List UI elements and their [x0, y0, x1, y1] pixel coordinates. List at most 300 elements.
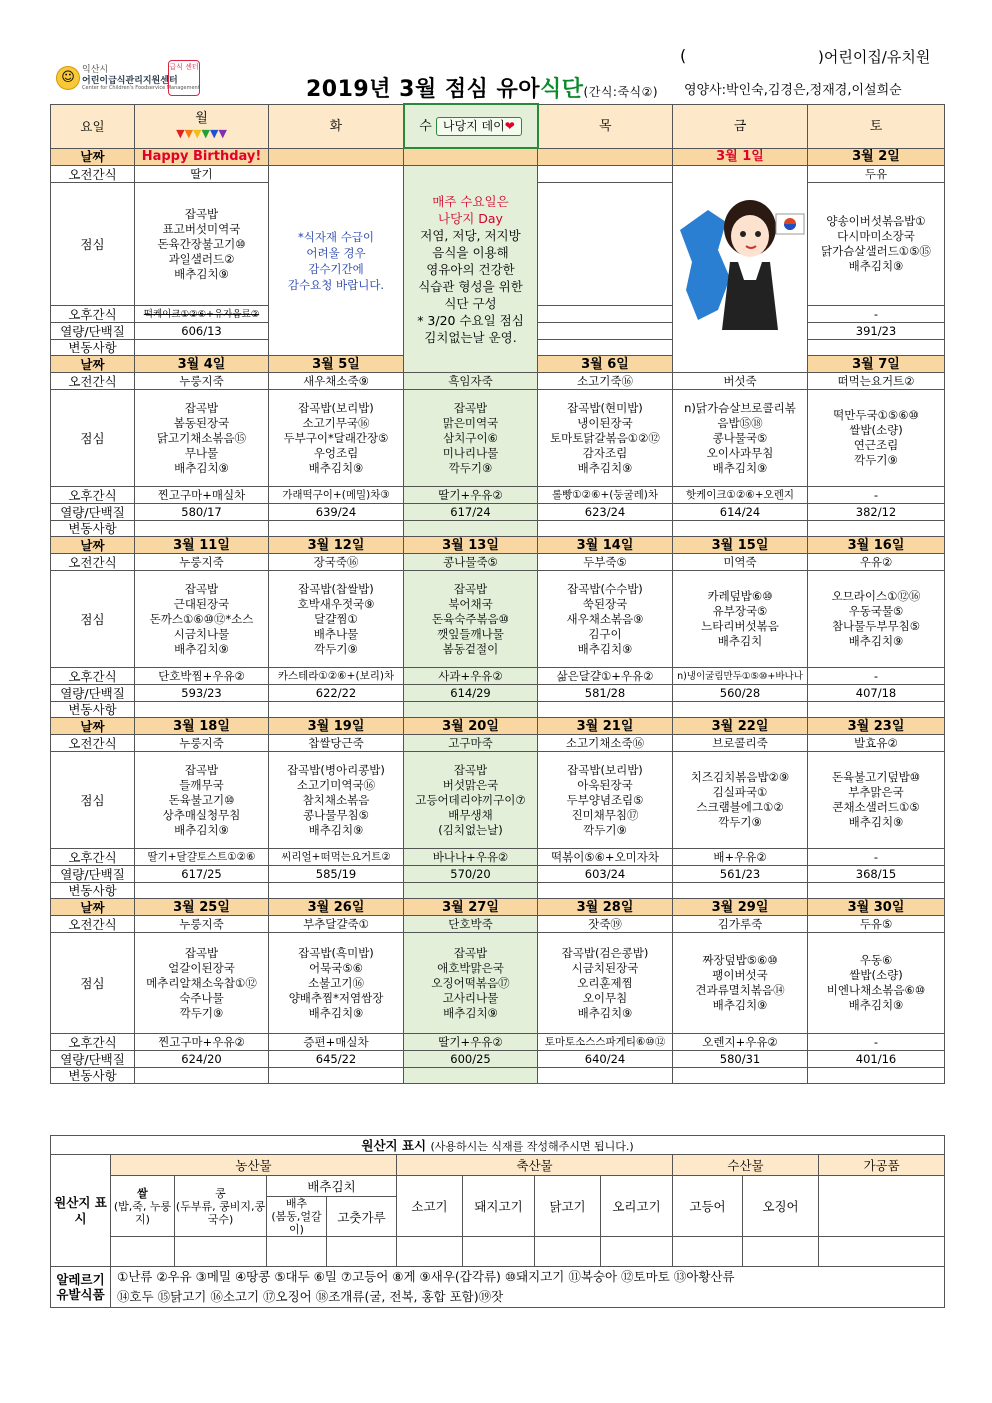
row-label-date: 날짜	[51, 718, 135, 735]
kcal-cell: 617/25	[135, 866, 269, 883]
row-label-date: 날짜	[51, 148, 135, 166]
chicken-label: 닭고기	[535, 1176, 601, 1237]
institution-paren: (	[680, 46, 687, 65]
page-header	[0, 0, 992, 100]
title-accent: 식단	[540, 77, 584, 102]
notice-line: *식자재 수급이	[297, 229, 375, 244]
week2-kcal-row	[51, 504, 945, 521]
lunch-item: 치즈김치볶음밥②⑨	[690, 770, 790, 784]
lunch-item: 돈육간장불고기⑩	[157, 236, 246, 251]
kimchi-header: 배추김치	[267, 1176, 397, 1197]
date-cell	[404, 148, 538, 166]
notice-line: * 3/20 수요일 점심	[417, 312, 524, 328]
note-cell	[673, 883, 808, 899]
notice-line: 저염, 저당, 저지방	[420, 227, 521, 243]
date-cell: 3월 13일	[404, 537, 538, 554]
kcal-cell: 606/13	[135, 323, 269, 340]
week3-note-row	[51, 702, 945, 718]
lunch-item: 깍두기⑨	[314, 641, 358, 656]
lunch-cell	[269, 752, 404, 849]
notice-line: 영유아의 건강한	[426, 261, 515, 277]
tue-notice-cell	[269, 166, 404, 356]
pm-snack: 증편+매실차	[269, 1034, 404, 1051]
am-snack	[538, 166, 673, 183]
origin-title-cell	[51, 1136, 945, 1155]
pm-snack: 딸기+우유②	[404, 1034, 538, 1051]
note-cell	[673, 521, 808, 537]
row-label-note: 변동사항	[51, 702, 135, 718]
week2-note-row	[51, 521, 945, 537]
pm-snack: 단호박찜+우유②	[135, 668, 269, 685]
pm-snack: 롤빵①②⑥+(둥굴레)차	[538, 487, 673, 504]
notice-line: 식습관 형성을 위한	[418, 278, 523, 294]
map-shape	[680, 210, 730, 320]
lunch-item: 잡곡밥(보리밥)	[567, 762, 643, 777]
lunch-item: 미나리나물	[442, 445, 499, 460]
row-label-am: 오전간식	[51, 373, 135, 390]
lunch-item: 돈육숙주볶음⑩	[432, 611, 509, 626]
logo-line-3: Center for Children's Foodservice Management	[82, 85, 200, 91]
lunch-cell	[538, 933, 673, 1034]
lunch-cell	[269, 933, 404, 1034]
am-snack: 누룽지죽	[135, 916, 269, 933]
week5-pm-row	[51, 1034, 945, 1051]
lunch-item: 오이무침	[582, 990, 628, 1005]
am-snack: 브로콜리죽	[673, 735, 808, 752]
lunch-item: 다시마미소장국	[837, 229, 915, 243]
note-cell	[135, 521, 269, 537]
am-snack: 발효유②	[808, 735, 945, 752]
lunch-item: 고등어데리야끼구이⑦	[415, 792, 526, 807]
lunch-item: 깍두기⑨	[179, 1005, 224, 1020]
lunch-item: 우동국물⑤	[848, 604, 904, 618]
date-cell: 3월 7일	[808, 356, 945, 373]
date-cell: 3월 1일	[673, 148, 808, 166]
row-label-am: 오전간식	[51, 166, 135, 183]
lunch-item: 카레덮밥⑥⑩	[707, 589, 773, 603]
am-snack: 흑임자죽	[404, 373, 538, 390]
lunch-cell	[404, 933, 538, 1034]
row-label-kcal: 열량/단백질	[51, 685, 135, 702]
note-cell	[269, 883, 404, 899]
note-cell	[538, 883, 673, 899]
am-snack: 콩나물죽⑤	[404, 554, 538, 571]
kcal-cell: 623/24	[538, 504, 673, 521]
header-tue: 화	[269, 104, 404, 148]
processed-header: 가공품	[819, 1155, 945, 1176]
origin-input[interactable]	[601, 1237, 673, 1267]
note-cell	[538, 340, 673, 356]
lunch-item: 시금치나물	[173, 626, 230, 641]
lunch-item: 배무생채	[448, 807, 493, 822]
am-snack: 미역죽	[673, 554, 808, 571]
row-label-pm: 오후간식	[51, 849, 135, 866]
week4-note-row	[51, 883, 945, 899]
date-cell: 3월 14일	[538, 537, 673, 554]
lunch-item: 봄동겉절이	[442, 641, 499, 656]
lunch-cell	[135, 933, 269, 1034]
date-cell: 3월 27일	[404, 899, 538, 916]
date-cell: 3월 26일	[269, 899, 404, 916]
rice-label: 쌀	[137, 1186, 148, 1200]
lunch-item: 연근조림	[853, 438, 899, 452]
lunch-item: 진미채무침⑰	[571, 807, 639, 822]
lunch-item: 오이사과무침	[706, 445, 774, 460]
processed-input[interactable]	[819, 1176, 945, 1237]
am-snack: 두유⑤	[808, 916, 945, 933]
pm-snack: 딸기+달걀토스트①②⑥	[135, 849, 269, 866]
lunch-item: 새우채소볶음⑨	[566, 611, 644, 626]
note-cell	[673, 702, 808, 718]
lunch-item: 깍두기⑨	[854, 453, 898, 467]
note-cell	[135, 883, 269, 899]
row-label-lunch: 점심	[51, 571, 135, 668]
note-cell	[538, 521, 673, 537]
row-label-date: 날짜	[51, 537, 135, 554]
lunch-item: 느타리버섯볶음	[701, 619, 779, 633]
pm-snack: 딸기+우유②	[404, 487, 538, 504]
lunch-cell	[135, 752, 269, 849]
lunch-item: 잡곡밥	[453, 945, 488, 960]
lunch-item: 들깨무국	[179, 777, 224, 792]
header-mon-label: 월	[195, 111, 208, 126]
am-snack: 두유	[808, 166, 945, 183]
week3-pm-row	[51, 668, 945, 685]
lunch-item: 배추김치⑨	[308, 822, 364, 837]
lunch-item: 호박새우젓국⑨	[297, 596, 375, 611]
row-label-date: 날짜	[51, 356, 135, 373]
kcal-cell: 645/22	[269, 1051, 404, 1068]
kcal-cell: 600/25	[404, 1051, 538, 1068]
pm-snack: 삶은달걀①+우유②	[538, 668, 673, 685]
origin-input[interactable]	[535, 1237, 601, 1267]
lunch-cell	[404, 752, 538, 849]
date-cell: 3월 18일	[135, 718, 269, 735]
lunch-item: 잡곡밥	[453, 400, 488, 415]
kcal-cell: 570/20	[404, 866, 538, 883]
row-label-lunch: 점심	[51, 933, 135, 1034]
week4-date-row	[51, 718, 945, 735]
lunch-item: (김치없는날)	[438, 822, 503, 837]
row-label-kcal: 열량/단백질	[51, 866, 135, 883]
origin-input[interactable]	[397, 1237, 463, 1267]
row-label-note: 변동사항	[51, 521, 135, 537]
week2-lunch-row	[51, 390, 945, 487]
lunch-cell	[808, 183, 945, 306]
lunch-item: 상추매실청무침	[162, 807, 241, 822]
lunch-item: 스크램블에그①②	[696, 800, 784, 814]
note-cell	[269, 1068, 404, 1084]
rice-cell	[111, 1176, 175, 1237]
origin-input[interactable]	[463, 1237, 535, 1267]
week5-am-row	[51, 916, 945, 933]
lunch-item: 잡곡밥(보리밥)	[298, 400, 374, 415]
lunch-item: 오므라이스①⑫⑯	[831, 589, 921, 603]
lunch-item: 우동⑥	[859, 953, 893, 967]
lunch-item: 봄동된장국	[173, 415, 230, 430]
date-cell: 3월 23일	[808, 718, 945, 735]
lunch-item: 두부구이*달래간장⑤	[283, 430, 389, 445]
wed-notice-cell	[404, 166, 538, 373]
origin-input[interactable]	[267, 1237, 327, 1267]
kcal-cell: 614/29	[404, 685, 538, 702]
lunch-item: 유부장국⑤	[712, 604, 768, 618]
lunch-item: 배추김치⑨	[848, 998, 904, 1012]
row-label-am: 오전간식	[51, 916, 135, 933]
lunch-cell	[135, 571, 269, 668]
kcal-cell: 603/24	[538, 866, 673, 883]
origin-input[interactable]	[673, 1237, 743, 1267]
lunch-item: 쌀밥(소량)	[849, 423, 903, 437]
origin-input[interactable]	[111, 1237, 175, 1267]
am-snack: 두부죽⑤	[538, 554, 673, 571]
lunch-cell	[673, 390, 808, 487]
row-label-note: 변동사항	[51, 1068, 135, 1084]
lunch-item: 과일샐러드②	[168, 251, 235, 266]
lunch-cell	[269, 571, 404, 668]
date-cell: 3월 22일	[673, 718, 808, 735]
origin-note: (사용하시는 식재를 작성해주시면 됩니다.)	[430, 1140, 634, 1153]
kcal-cell: 624/20	[135, 1051, 269, 1068]
lunch-cell	[808, 390, 945, 487]
lunch-item: 잡곡밥(현미밥)	[567, 400, 643, 415]
header-mon	[135, 104, 269, 148]
kcal-cell: 614/24	[673, 504, 808, 521]
lunch-item: 배추김치⑨	[848, 634, 904, 648]
lunch-item: 배추김치⑨	[712, 460, 768, 475]
lunch-item: 배추김치⑨	[174, 641, 229, 656]
week4-lunch-row	[51, 752, 945, 849]
lunch-item: 깍두기⑨	[583, 822, 627, 837]
lunch-item: n)닭가슴살브로콜리볶	[684, 400, 796, 415]
am-snack: 떠먹는요거트②	[808, 373, 945, 390]
lunch-item: 토마토닭갈볶음①②⑫	[550, 430, 660, 445]
lunch-item: 잡곡밥(병아리콩밥)	[287, 762, 385, 777]
origin-input[interactable]	[743, 1237, 819, 1267]
lunch-item: 돈육불고기덮밥⑩	[831, 770, 921, 784]
row-label-lunch: 점심	[51, 752, 135, 849]
row-label-pm: 오후간식	[51, 1034, 135, 1051]
notice-line: 매주 수요일은	[432, 193, 509, 209]
lunch-cell	[135, 183, 269, 306]
allergy-line-1: ①난류 ②우유 ③메밀 ④땅콩 ⑤대두 ⑥밀 ⑦고등어 ⑧게 ⑨새우(갑각류) ⑩돼지고기 ⑪복숭아 ⑫토마토 ⑬아황산류	[117, 1269, 735, 1284]
duck-label: 오리고기	[601, 1176, 673, 1237]
note-cell	[269, 702, 404, 718]
note-cell	[808, 702, 945, 718]
notice-line: 김치없는날 운영.	[424, 329, 517, 345]
lunch-cell	[538, 571, 673, 668]
lunch-item: 북어채국	[448, 596, 493, 611]
pm-snack: 사과+우유②	[404, 668, 538, 685]
lunch-cell	[538, 183, 673, 306]
am-snack: 누룽지죽	[135, 373, 269, 390]
week2-am-row	[51, 373, 945, 390]
week4-pm-row	[51, 849, 945, 866]
lunch-cell	[135, 390, 269, 487]
lunch-item: 잡곡밥(검은콩밥)	[561, 945, 649, 960]
pm-snack: 핫케이크①②⑥+오렌지	[673, 487, 808, 504]
am-snack: 잣죽⑲	[538, 916, 673, 933]
am-snack: 고구마죽	[404, 735, 538, 752]
am-snack: 김가루죽	[673, 916, 808, 933]
bean-cell	[175, 1176, 267, 1237]
squid-label: 오징어	[743, 1176, 819, 1237]
lunch-item: 잡곡밥(찹쌀밥)	[298, 581, 374, 596]
title-main: 2019년 3월 점심 유아	[306, 77, 541, 102]
lunch-item: 양송이버섯볶음밥①	[826, 214, 926, 228]
pm-snack: 찐고구마+우유②	[135, 1034, 269, 1051]
lunch-item: 아욱된장국	[577, 777, 633, 792]
lunch-item: 쌀밥(소량)	[849, 968, 903, 982]
date-cell: 3월 21일	[538, 718, 673, 735]
note-cell	[135, 340, 269, 356]
lunch-cell	[538, 752, 673, 849]
origin-input[interactable]	[327, 1237, 397, 1267]
pm-snack: 씨리얼+떠먹는요거트②	[269, 849, 404, 866]
lunch-item: 쑥된장국	[582, 596, 628, 611]
note-cell	[269, 521, 404, 537]
week4-kcal-row	[51, 866, 945, 883]
lunch-item: 잡곡밥	[184, 762, 219, 777]
am-snack: 누룽지죽	[135, 554, 269, 571]
week3-date-row	[51, 537, 945, 554]
row-label-pm: 오후간식	[51, 306, 135, 323]
supply-notice	[269, 229, 403, 293]
lunch-item: 소불고기⑯	[308, 975, 364, 990]
pm-snack: 떡케이크①②⑥+유자음료②	[135, 306, 269, 323]
lunch-item: 김실파국①	[712, 785, 768, 799]
lunch-item: 고사리나물	[442, 990, 499, 1005]
notice-line: 나당지 Day	[438, 210, 503, 226]
am-snack: 소고기죽⑯	[538, 373, 673, 390]
notice-line: 감수기간에	[308, 261, 364, 276]
lunch-item: 숙주나물	[179, 990, 224, 1005]
notice-line: 식단 구성	[444, 295, 497, 311]
date-cell: 3월 12일	[269, 537, 404, 554]
kcal-cell: 561/23	[673, 866, 808, 883]
notice-line: 감수요청 바랍니다.	[287, 277, 385, 292]
pm-snack: 토마토소스스파게티⑥⑩⑫	[538, 1034, 673, 1051]
am-snack: 딸기	[135, 166, 269, 183]
lunch-item: 근대된장국	[173, 596, 230, 611]
pm-snack: -	[808, 487, 945, 504]
page-title	[306, 72, 658, 103]
header-wed	[404, 104, 538, 148]
note-cell	[673, 1068, 808, 1084]
kcal-cell: 617/24	[404, 504, 538, 521]
lunch-item: 배추김치⑨	[443, 1005, 498, 1020]
date-cell: 3월 6일	[538, 356, 673, 373]
lunch-item: 콩나물국⑤	[712, 430, 768, 445]
row-label-kcal: 열량/단백질	[51, 504, 135, 521]
pm-snack: 오렌지+우유②	[673, 1034, 808, 1051]
lunch-item: 떡만두국①⑤⑥⑩	[833, 408, 919, 422]
logo-line-1: 익산시	[82, 65, 109, 75]
lunch-item: 음밥⑮⑱	[717, 415, 763, 430]
date-cell: 3월 25일	[135, 899, 269, 916]
lunch-item: 콘채소샐러드①⑤	[832, 800, 920, 814]
note-cell	[808, 1068, 945, 1084]
lunch-item: 콩나물무침⑤	[303, 807, 369, 822]
pm-snack: 떡볶이⑤⑥+오미자차	[538, 849, 673, 866]
row-label-pm: 오후간식	[51, 668, 135, 685]
lunch-item: 잡곡밥	[184, 945, 219, 960]
heart-icon: ❤	[504, 118, 515, 133]
header-label: 요일	[51, 104, 135, 148]
kcal-cell: 391/23	[808, 323, 945, 340]
kcal-cell: 639/24	[269, 504, 404, 521]
notice-line: 음식을 이용해	[432, 244, 509, 260]
kcal-cell: 593/23	[135, 685, 269, 702]
note-cell	[808, 883, 945, 899]
agri-header: 농산물	[111, 1155, 397, 1176]
lunch-item: 짜장덮밥⑤⑥⑩	[702, 953, 778, 967]
kcal-cell: 580/31	[673, 1051, 808, 1068]
am-snack: 새우채소죽⑨	[269, 373, 404, 390]
lunch-item: 배추나물	[313, 626, 359, 641]
am-snack: 단호박죽	[404, 916, 538, 933]
pm-snack: -	[808, 306, 945, 323]
row-label-kcal: 열량/단백질	[51, 323, 135, 340]
header-wed-label: 수	[419, 118, 432, 134]
origin-table	[50, 1135, 945, 1308]
lunch-cell	[808, 752, 945, 849]
note-cell	[135, 1068, 269, 1084]
rice-sub: (밥,죽, 누룽지)	[113, 1199, 172, 1226]
date-cell	[538, 148, 673, 166]
note-cell	[404, 1068, 538, 1084]
lunch-item: 배추김치	[717, 634, 763, 648]
lunch-item: 잡곡밥	[453, 581, 488, 596]
date-cell: 3월 2일	[808, 148, 945, 166]
lunch-item: 배추김치⑨	[174, 266, 229, 281]
date-cell: 3월 29일	[673, 899, 808, 916]
week3-lunch-row	[51, 571, 945, 668]
lunch-item: 김구이	[588, 626, 622, 641]
lunch-item: 얼갈이된장국	[168, 960, 235, 975]
lunch-item: 표고버섯미역국	[162, 221, 241, 236]
date-cell	[269, 148, 404, 166]
bean-sub: (두부류, 콩비지,콩국수)	[175, 1199, 266, 1226]
cabbage-cell	[267, 1197, 327, 1237]
week4-am-row	[51, 735, 945, 752]
lunch-item: 닭고기채소볶음⑮	[156, 430, 247, 445]
independence-day-illustration	[678, 170, 806, 342]
cabbage-label: 배추	[285, 1197, 308, 1210]
note-cell	[404, 883, 538, 899]
allergy-list	[111, 1267, 945, 1308]
lunch-cell	[673, 571, 808, 668]
lunch-cell	[404, 571, 538, 668]
row-label-note: 변동사항	[51, 340, 135, 356]
lunch-item: 소고기미역국⑯	[296, 777, 376, 792]
origin-input[interactable]	[175, 1237, 267, 1267]
pm-snack: 바나나+우유②	[404, 849, 538, 866]
lunch-item: 맑은미역국	[442, 415, 499, 430]
week3-kcal-row	[51, 685, 945, 702]
week5-date-row	[51, 899, 945, 916]
note-cell	[808, 340, 945, 356]
allergy-label: 알레르기 유발식품	[51, 1267, 111, 1308]
lunch-item: 냉이된장국	[577, 415, 633, 430]
kcal-cell: 382/12	[808, 504, 945, 521]
origin-input[interactable]	[819, 1237, 945, 1267]
lunch-item: 비엔나채소볶음⑥⑩	[826, 983, 926, 997]
lunch-item: 잡곡밥	[453, 762, 488, 777]
row-label-pm: 오후간식	[51, 487, 135, 504]
week1-date-row	[51, 148, 945, 166]
week5-lunch-row	[51, 933, 945, 1034]
